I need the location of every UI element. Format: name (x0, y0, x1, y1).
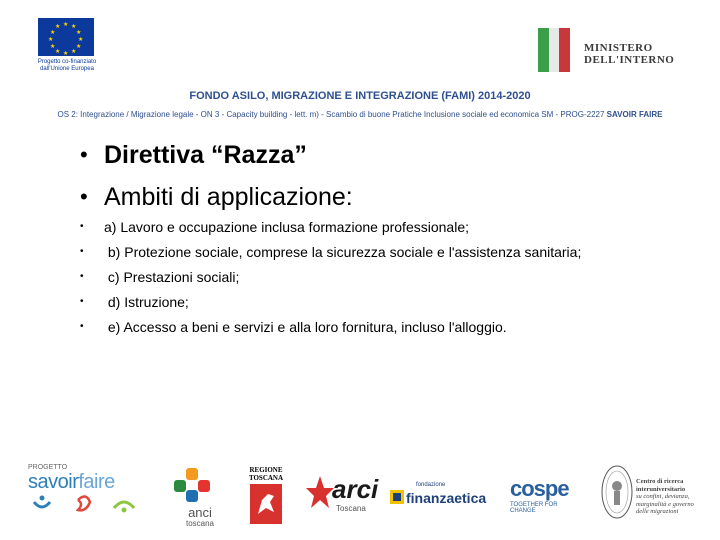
finanzaetica-small: fondazione (416, 482, 446, 488)
eu-caption-line1: Progetto co-finanziato (37, 59, 97, 65)
fund-subtitle-text: OS 2: Integrazione / Migrazione legale - ON 3 - Capacity building - lett. m) - Scambio di buone Pratiche Inclusione sociale ed economica SM - PROG-2227 (57, 110, 605, 119)
bullet-icon: • (80, 296, 84, 307)
centro-line3: su confini, devianza, (636, 493, 690, 500)
pegasus-icon (246, 482, 286, 526)
eu-flag-icon: ★ ★ ★ ★ ★ ★ ★ ★ ★ ★ ★ ★ (38, 18, 94, 56)
eu-cofunding-logo (32, 18, 102, 73)
heading-item (80, 134, 353, 176)
fund-subtitle (0, 110, 720, 119)
finanzaetica-name: finanzaetica (406, 490, 487, 506)
regione-line2: TOSCANA (248, 474, 284, 482)
centro-line4: marginalità e governo (636, 500, 694, 508)
cospe-name: cospe (510, 476, 569, 501)
regione-text (246, 466, 286, 482)
italian-flag-icon (538, 28, 570, 72)
cospe-tagline: TOGETHER FOR CHANGE (510, 502, 558, 514)
list-item-text: d) Istruzione; (104, 293, 189, 310)
arci-name: arci (332, 474, 379, 504)
university-seal-icon (600, 464, 640, 525)
heading-scope: Ambiti di applicazione: (104, 182, 353, 211)
centro-line2: interuniversitario (636, 485, 686, 493)
cospe-logo (510, 476, 582, 514)
savoirfaire-name-part1: savoir (28, 471, 79, 493)
heading-list (80, 134, 353, 218)
list-item-text: c) Prestazioni sociali; (104, 268, 240, 285)
ministero-line1: MINISTERO (584, 42, 653, 54)
anci-toscana-logo (172, 468, 228, 528)
centro-ricerca-text (636, 478, 710, 516)
bullet-icon: • (80, 221, 84, 232)
list-item (80, 214, 581, 239)
centro-line1: Centro di ricerca (636, 478, 684, 485)
list-item-text: e) Accesso a beni e servizi e alla loro fornitura, incluso l'alloggio. (104, 318, 507, 335)
list-item (80, 289, 581, 314)
bullet-icon: • (80, 246, 84, 257)
heading-directive: Direttiva “Razza” (104, 140, 307, 169)
savoirfaire-logo (28, 464, 148, 521)
savoirfaire-name (28, 471, 148, 494)
ministero-text (584, 42, 674, 66)
arci-star-icon (306, 474, 334, 510)
regione-line1: REGIONE (249, 466, 283, 474)
bullet-icon: • (80, 142, 88, 167)
fund-subtitle-bold: SAVOIR FAIRE (606, 110, 663, 119)
bullet-icon: • (80, 184, 88, 209)
fund-title: FONDO ASILO, MIGRAZIONE E INTEGRAZIONE (FAMI) 2014-2020 (189, 90, 531, 102)
anci-name: anci (188, 505, 212, 520)
list-item (80, 239, 581, 264)
savoirfaire-progetto: PROGETTO (28, 464, 68, 471)
arci-region: Toscana (336, 504, 366, 513)
centro-line5: delle migrazioni (636, 508, 679, 515)
list-item-text: a) Lavoro e occupazione inclusa formazione professionale; (104, 218, 469, 235)
ministero-interno-logo (538, 28, 698, 74)
anci-region: toscana (185, 519, 215, 528)
list-item-text: b) Protezione sociale, comprese la sicurezza sociale e l'assistenza sanitaria; (104, 243, 582, 260)
heading-item (80, 176, 353, 218)
savoirfaire-symbols-icon (28, 494, 138, 516)
regione-toscana-logo (246, 466, 286, 531)
anci-symbol-icon (172, 468, 224, 502)
seal-icon (600, 464, 634, 520)
eu-caption-line2: dall'Unione Europea (40, 66, 94, 72)
bullet-icon: • (80, 271, 84, 282)
list-item (80, 314, 581, 339)
savoirfaire-name-part2: faire (78, 471, 115, 493)
eu-caption (32, 59, 102, 73)
ministero-line2: DELL'INTERNO (584, 54, 675, 66)
bullet-icon: • (80, 321, 84, 332)
scope-list (80, 214, 581, 339)
list-item (80, 264, 581, 289)
partner-logos (0, 460, 720, 540)
finanzaetica-symbol-icon (390, 490, 404, 504)
